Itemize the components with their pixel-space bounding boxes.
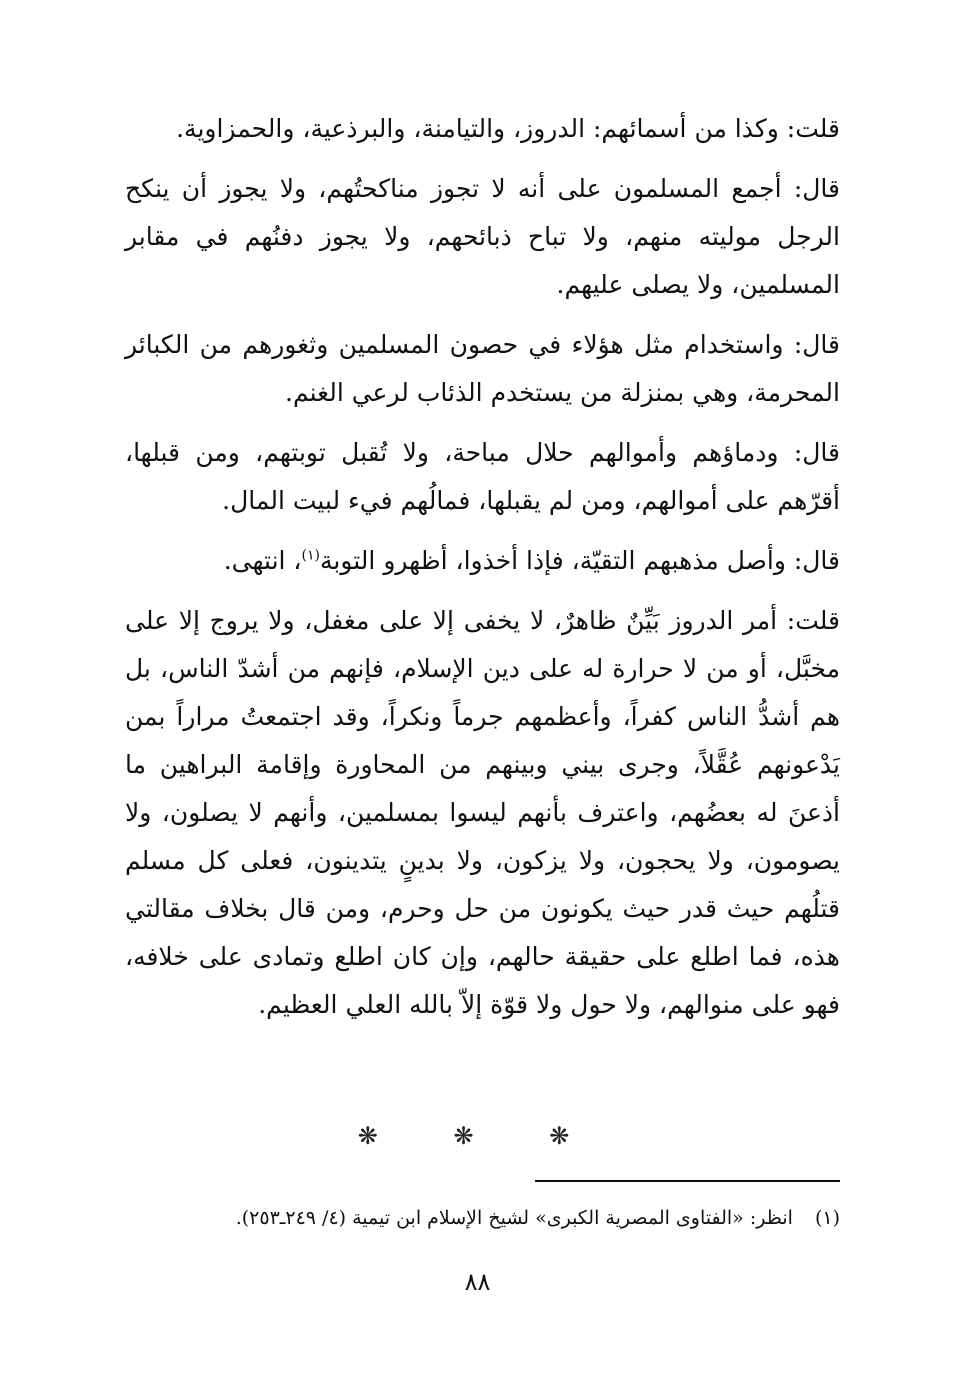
main-text	[125, 105, 840, 1041]
paragraph-6-text: قلت: أمر الدروز بَيِّنٌ ظاهرٌ، لا يخفى إلا على مغفل، ولا يروج إلا على مخبَّل، أو من لا حرارة له على دين الإسلام، فإنهم من أشدّ الناس، بل هم أشدُّ الناس كفراً، وأعظمهم جرماً ونكراً، وقد اجتمعتُ مراراً بمن يَدْعونهم عُقَّلاً، وجرى بيني وبينهم من المحاورة وإقامة البراهين ما أذعنَ له بعضُهم، واعترف بأنهم ليسوا بمسلمين، وأنهم لا يصلون، ولا يصومون، ولا يحجون، ولا يزكون، ولا بدينٍ يتدينون، فعلى كل مسلم قتلُهم حيث قدر حيث يكونون من حل وحرم، ومن قال بخلاف مقالتي هذه، فما اطلع على حقيقة حالهم، وإن كان اطلع وتمادى على خلافه، فهو على منوالهم، ولا حول ولا قوّة إلاّ بالله العلي العظيم.	[125, 606, 840, 1019]
footnote-marker: (١)	[814, 1207, 840, 1229]
footnote	[125, 1203, 840, 1233]
page-number: ٨٨	[464, 1268, 491, 1296]
paragraph-6	[125, 597, 840, 1029]
star-ornament-icon: ❋	[549, 1122, 598, 1150]
section-separator	[0, 1122, 955, 1150]
paragraph-1	[125, 105, 840, 153]
paragraph-5-text-before: قال: وأصل مذهبهم التقيّة، فإذا أخذوا، أظهرو التوبة	[319, 546, 840, 575]
paragraph-5	[125, 537, 840, 585]
footnote-text: انظر: «الفتاوى المصرية الكبرى» لشيخ الإسلام ابن تيمية (٤/ ٢٤٩ـ٢٥٣).	[235, 1207, 793, 1229]
footnote-divider	[535, 1180, 840, 1182]
paragraph-3	[125, 321, 840, 417]
paragraph-2	[125, 165, 840, 309]
star-ornament-icon: ❋	[453, 1122, 502, 1150]
paragraph-1-text: قلت: وكذا من أسمائهم: الدروز، والتيامنة، والبرذعية، والحمزاوية.	[176, 114, 840, 143]
paragraph-5-text-after: ، انتهى.	[223, 546, 302, 575]
paragraph-4	[125, 429, 840, 525]
paragraph-2-text: قال: أجمع المسلمون على أنه لا تجوز مناكحتُهم، ولا يجوز أن ينكح الرجل موليته منهم، ولا تباح ذبائحهم، ولا يجوز دفنُهم في مقابر المسلمين، ولا يصلى عليهم.	[125, 174, 840, 299]
paragraph-3-text: قال: واستخدام مثل هؤلاء في حصون المسلمين وثغورهم من الكبائر المحرمة، وهي بمنزلة من يستخدم الذئاب لرعي الغنم.	[125, 330, 840, 407]
star-ornament-icon: ❋	[357, 1122, 406, 1150]
footnote-reference[interactable]: (١)	[301, 547, 320, 564]
paragraph-4-text: قال: ودماؤهم وأموالهم حلال مباحة، ولا تُقبل توبتهم، ومن قبلها، أقرّهم على أموالهم، ومن لم يقبلها، فمالُهم فيء لبيت المال.	[125, 438, 840, 515]
